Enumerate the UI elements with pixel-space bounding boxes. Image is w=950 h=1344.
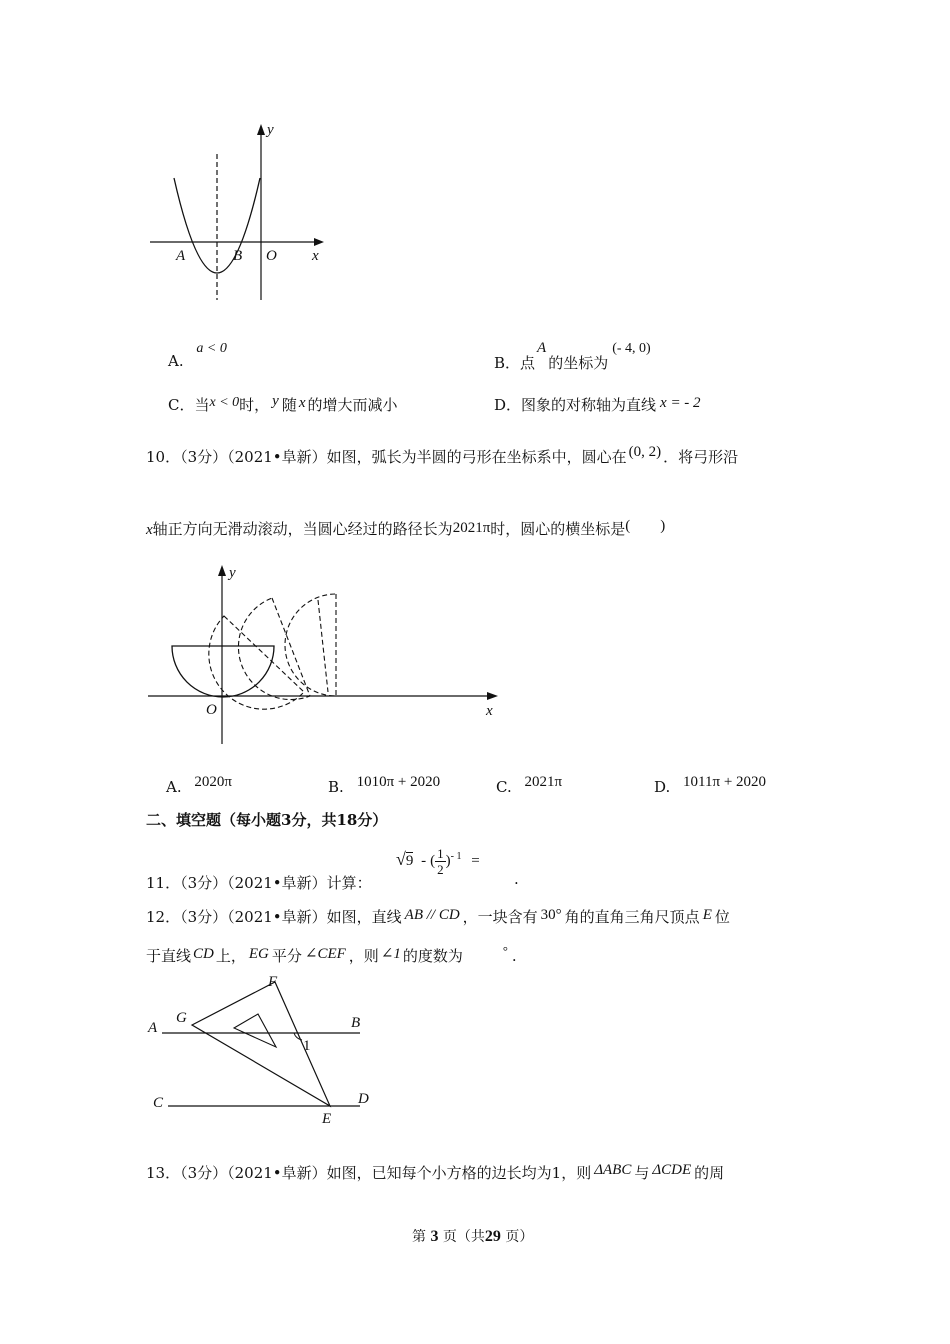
q11-expression: √9 - ( $\frac{1}{2}$ )$^{- 1}$ = xyxy=(396,846,480,877)
q11-frac-den: 2 xyxy=(437,862,444,877)
figure-triangle-ruler xyxy=(140,970,390,1130)
label-C: C xyxy=(153,1095,164,1111)
q9-option-c-text2: 随 xyxy=(281,396,297,414)
q10-line2-expr: 2021π xyxy=(452,520,491,536)
q13-triangle-abc: ΔABC xyxy=(594,1162,632,1178)
q9-option-c-var-y: y xyxy=(272,393,279,409)
y-axis-arrow xyxy=(218,565,226,576)
q9-option-d-expr: x = - 2 xyxy=(660,395,701,411)
q9-option-a xyxy=(168,338,227,370)
footer-total-pages: 29 xyxy=(484,1228,501,1245)
q10-option-a-value: 2020π xyxy=(194,774,232,790)
q12-angle-1: ∠1 xyxy=(380,946,401,962)
q11-minus: - xyxy=(421,852,427,869)
label-G: G xyxy=(176,1010,187,1026)
q11-end: . xyxy=(514,870,519,888)
q12-line2-text2: 上， xyxy=(215,947,246,965)
x-axis-arrow xyxy=(487,692,498,700)
q9-option-c-text3: 的增大而减小 xyxy=(307,396,398,414)
label-y: y xyxy=(267,122,274,138)
q9-option-b-text: 的坐标为 xyxy=(548,354,609,372)
q12-line1-prefix: 12．（3分）（2021•阜新）如图，直线 xyxy=(146,908,402,926)
q12-blank xyxy=(473,947,503,965)
q13-triangle-cde: ΔCDE xyxy=(652,1162,692,1178)
q10-line1-suffix: ．将弓形沿 xyxy=(663,448,739,466)
q13 xyxy=(146,1162,724,1183)
q10-option-d-label: D. xyxy=(654,778,671,796)
label-x: x xyxy=(486,703,493,719)
q10-line2-text2: 时，圆心的横坐标是 xyxy=(490,520,626,538)
q10-answer-paren: ( ) xyxy=(625,518,666,534)
q10-option-c xyxy=(496,772,563,796)
segment-rolling-3 xyxy=(285,594,336,696)
q11 xyxy=(146,846,372,892)
q13-mid: 与 xyxy=(634,1164,650,1182)
q13-suffix: 的周 xyxy=(694,1164,725,1182)
footer-mid: 页（共 xyxy=(442,1229,485,1245)
page-footer xyxy=(412,1226,533,1246)
q10-option-c-label: C. xyxy=(496,778,512,796)
label-B: B xyxy=(233,248,243,264)
q9-option-a-expr: a < 0 xyxy=(196,341,227,356)
q9-option-c-label: C．当 xyxy=(168,396,210,414)
section-title: 二、填空题（每小题3分，共18分） xyxy=(146,811,388,829)
q9-option-b-var: A xyxy=(537,340,547,356)
q9-option-c-text1: 时， xyxy=(239,396,270,414)
label-D: D xyxy=(358,1091,369,1107)
segment-initial xyxy=(172,646,274,697)
label-O: O xyxy=(266,248,277,264)
q10-line2-var: x xyxy=(146,522,153,538)
label-x: x xyxy=(312,248,319,264)
footer-post: 页） xyxy=(505,1229,534,1245)
q9-option-b xyxy=(494,336,651,372)
q11-equals: = xyxy=(471,852,480,869)
q12-line1 xyxy=(146,906,730,927)
q10-line2 xyxy=(146,518,665,539)
q12-line2 xyxy=(146,944,517,966)
x-axis-arrow xyxy=(314,238,324,246)
q10-line1-prefix: 10．（3分）（2021•阜新）如图，弧长为半圆的弓形在坐标系中，圆心在 xyxy=(146,448,627,466)
q9-option-d-label: D．图象的对称轴为直线 xyxy=(494,396,657,414)
footer-pre: 第 xyxy=(412,1229,426,1245)
footer-page-number: 3 xyxy=(430,1228,439,1245)
label-E: E xyxy=(322,1111,332,1127)
label-A: A xyxy=(148,1020,158,1036)
q12-end: . xyxy=(511,947,517,965)
q11-radicand: 9 xyxy=(405,852,414,869)
q9-option-c-var-x: x xyxy=(298,395,306,411)
label-A: A xyxy=(176,248,186,264)
q10-line1 xyxy=(146,446,738,467)
q9-option-a-label: A. xyxy=(168,352,184,370)
q12-line2-text5: 的度数为 xyxy=(402,947,463,965)
label-O: O xyxy=(206,702,217,718)
q10-center-point: (0, 2) xyxy=(628,444,662,460)
q10-option-b xyxy=(328,772,441,796)
q10-option-b-label: B. xyxy=(328,778,344,796)
q12-line1-text3: 位 xyxy=(714,908,730,926)
q12-line2-text1: 于直线 xyxy=(146,947,192,965)
q12-line2-text4: ，则 xyxy=(348,947,379,965)
q11-prefix: 11．（3分）（2021•阜新）计算： xyxy=(146,874,372,892)
q11-frac-num: 1 xyxy=(437,846,444,861)
q12-line-cd: CD xyxy=(193,946,214,962)
q9-option-c xyxy=(168,394,398,415)
sqrt-sign: √ xyxy=(396,848,406,869)
q10-option-d-value: 1011π + 2020 xyxy=(683,774,767,790)
q10-option-c-value: 2021π xyxy=(524,774,563,790)
q9-option-d xyxy=(494,394,701,415)
q12-line1-text2: 角的直角三角尺顶点 xyxy=(564,908,700,926)
y-axis-arrow xyxy=(257,124,265,135)
label-1: 1 xyxy=(303,1038,311,1054)
q12-angle-30: 30° xyxy=(540,907,562,923)
q11-blank xyxy=(484,870,519,888)
segment-rolling-4 xyxy=(318,600,328,692)
q9-option-c-expr: x < 0 xyxy=(209,395,240,410)
label-y: y xyxy=(229,565,236,581)
segment-rolling-1 xyxy=(209,616,304,709)
q10-option-a-label: A. xyxy=(166,778,182,796)
q9-option-b-expr: (- 4, 0) xyxy=(612,341,651,356)
label-F: F xyxy=(268,974,278,990)
q12-line2-text3: 平分 xyxy=(271,947,302,965)
q12-line1-text: ，一块含有 xyxy=(462,908,538,926)
q12-angle-cef: ∠CEF xyxy=(304,946,346,962)
q13-prefix: 13．（3分）（2021•阜新）如图，已知每个小方格的边长均为1，则 xyxy=(146,1164,592,1182)
label-B: B xyxy=(351,1015,361,1031)
q12-segment-eg: EG xyxy=(248,946,269,962)
q11-blank-line xyxy=(484,870,514,888)
figure-rolling-segment xyxy=(140,560,510,750)
q12-parallel-expr: AB // CD xyxy=(404,907,460,923)
q10-option-a xyxy=(166,772,232,796)
q10-line2-text1: 轴正方向无滑动滚动，当圆心经过的路径长为 xyxy=(152,520,453,538)
q10-option-b-value: 1010π + 2020 xyxy=(356,774,441,790)
q12-vertex-e: E xyxy=(702,907,712,923)
figure-parabola xyxy=(140,118,340,308)
q12-degree: ° xyxy=(502,944,508,958)
q11-exponent: - 1 xyxy=(450,850,462,862)
q9-option-b-label: B．点 xyxy=(494,354,536,372)
triangle-inner xyxy=(234,1014,276,1047)
q10-option-d xyxy=(654,772,767,796)
